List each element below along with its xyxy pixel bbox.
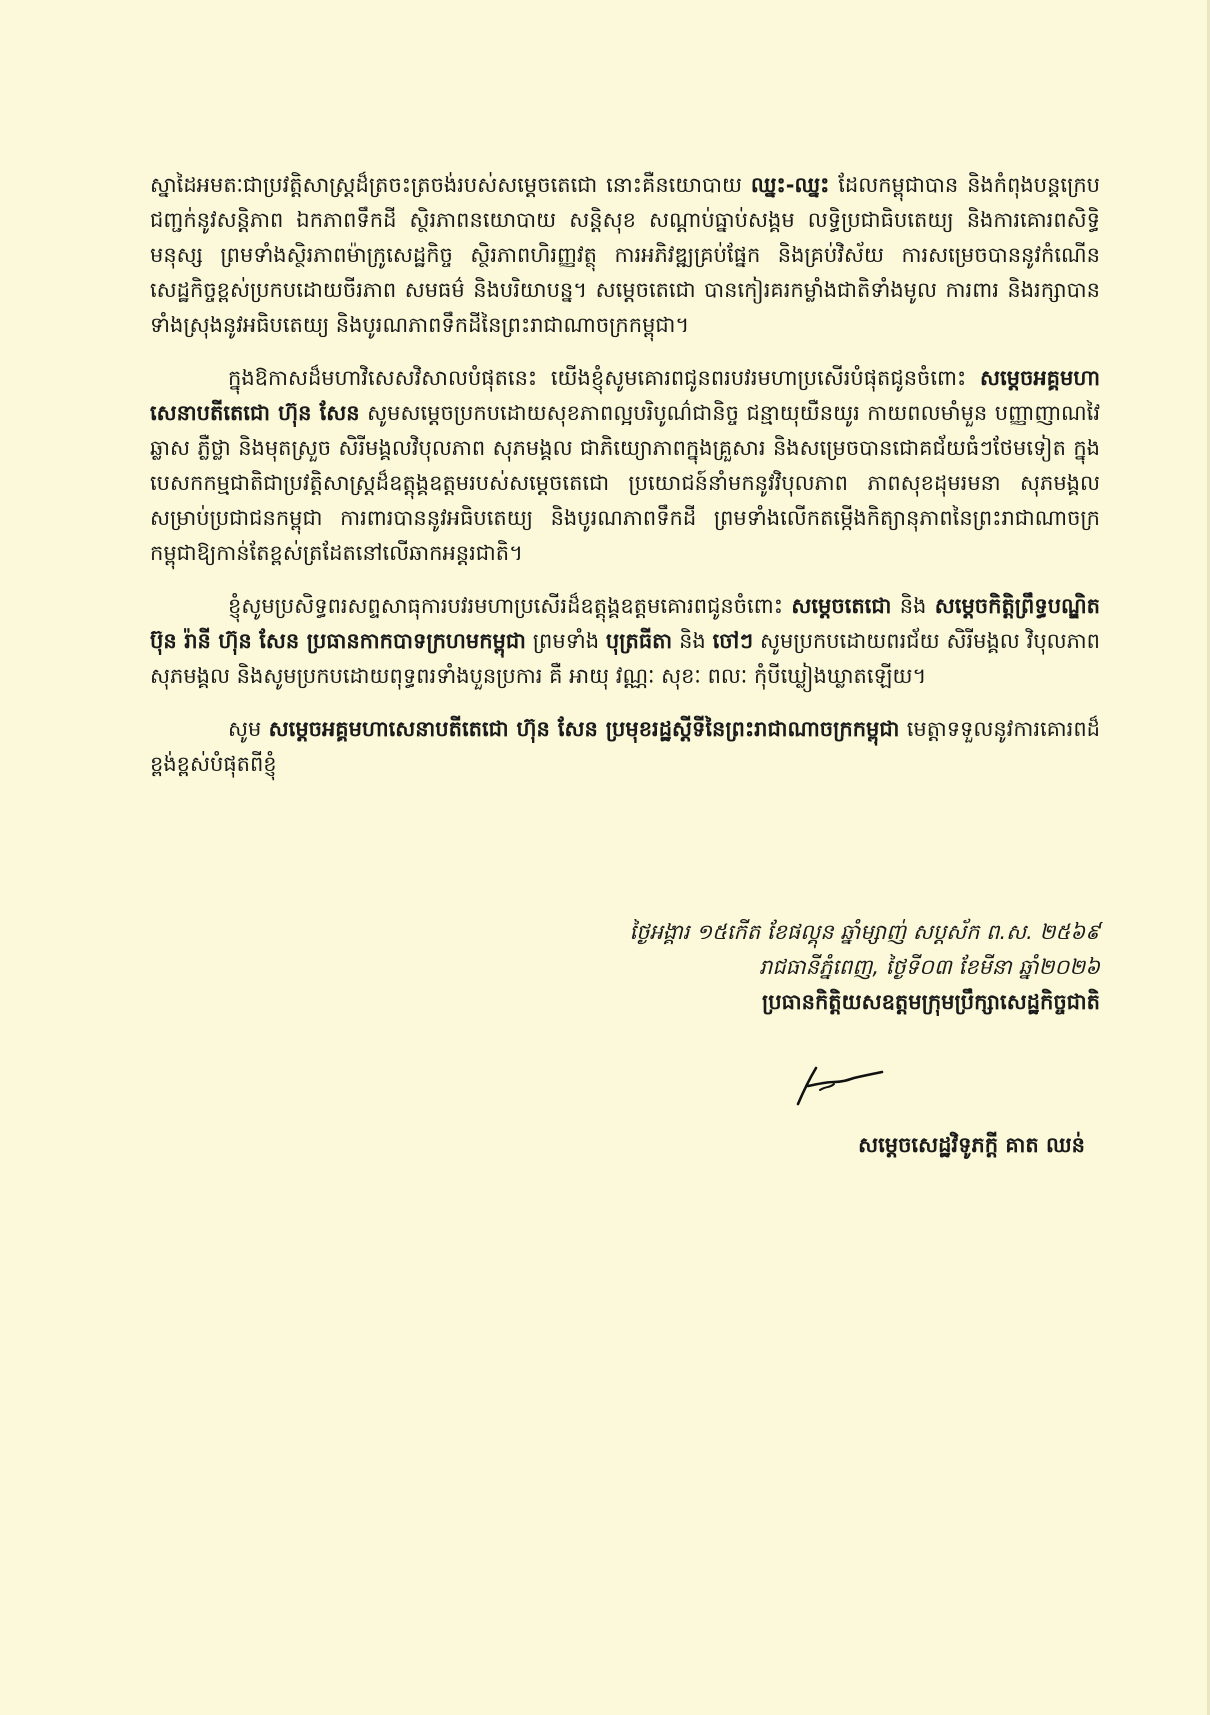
text-span: និង	[891, 594, 935, 618]
text-span: ស្នាដៃអមតៈជាប្រវត្តិសាស្ត្រដ៏ត្រចះត្រចង់របស់សម្តេចតេជោ នោះគឺនយោបាយ	[150, 173, 751, 197]
closing-block	[460, 915, 1100, 1020]
text-span: ក្នុងឱកាសដ៏មហាវិសេសវិសាលបំផុតនេះ យើងខ្ញុំសូមគោរពជូនពរបវរមហាប្រសើរបំផុតជូនចំពោះ	[228, 366, 981, 390]
text-span: សូមប្រកបដោយពរជ័យ សិរីមង្គល វិបុលភាព សុភមង្គល និងសូមប្រកបដោយពុទ្ធពរទាំងបួនប្រការ គឺ អាយុ វណ្ណៈ សុខៈ ពលៈ កុំបីឃ្លៀងឃ្លាតឡើយ។	[150, 629, 1100, 688]
bold-phrase: សម្តេចអគ្គមហាសេនាបតីតេជោ ហ៊ុន សែន ប្រមុខរដ្ឋស្តីទីនៃព្រះរាជាណាចក្រកម្ពុជា	[268, 717, 900, 741]
handwritten-signature	[790, 1060, 890, 1110]
bold-phrase: ឈ្នះ-ឈ្នះ	[750, 173, 830, 197]
bold-phrase: បុត្រធីតា	[605, 629, 673, 653]
bold-phrase: សម្តេចកិត្តិព្រឹទ្ធបណ្ឌិត ប៊ុន រ៉ានី ហ៊ុន សែន ប្រធានកាកបាទក្រហមកម្ពុជា	[150, 594, 1100, 653]
paragraph-2	[150, 361, 1100, 571]
bold-phrase: ចៅៗ	[712, 629, 754, 653]
signer-name: សម្តេចសេដ្ឋវិទូភក្តី គាត ឈន់	[858, 1133, 1085, 1157]
letter-body	[150, 168, 1100, 800]
text-span: មេត្តាទទួលនូវការគោរពដ៏ខ្ពង់ខ្ពស់បំផុតពីខ្ញុំ	[150, 717, 1100, 776]
signer-title: ប្រធានកិត្តិយសឧត្តមក្រុមប្រឹក្សាសេដ្ឋកិច្ចជាតិ	[762, 990, 1100, 1014]
text-span: ដែលកម្ពុជាបាន និងកំពុងបន្តក្រេបជញ្ជក់នូវសន្តិភាព ឯកភាពទឹកដី ស្ថិរភាពនយោបាយ សន្តិសុខ សណ្តាប់ធ្នាប់សង្គម លទ្ធិប្រជាធិបតេយ្យ និងការគោរពសិទ្ធិមនុស្ស ព្រមទាំងស្ថិរភាពម៉ាក្រូសេដ្ឋកិច្ច ស្ថិរភាពហិរញ្ញវត្ថុ ការអភិវឌ្ឍគ្រប់ផ្នែក និងគ្រប់វិស័យ ការសម្រេចបាននូវកំណើនសេដ្ឋកិច្ចខ្ពស់ប្រកបដោយចីរភាព សមធម៌ និងបរិយាបន្ន។ សម្តេចតេជោ បានកៀរគរកម្លាំងជាតិទាំងមូល ការពារ និងរក្សាបានទាំងស្រុងនូវអធិបតេយ្យ និងបូរណភាពទឹកដីនៃព្រះរាជាណាចក្រកម្ពុជា។	[150, 173, 1100, 337]
text-span: ខ្ញុំសូមប្រសិទ្ធពរសព្ទសាធុការបវរមហាប្រសើរដ៏ឧត្តុង្គឧត្តមគោរពជូនចំពោះ	[228, 594, 792, 618]
text-span: និង	[672, 629, 713, 653]
text-span: សូម	[228, 717, 269, 741]
text-span: សូមសម្តេចប្រកបដោយសុខភាពល្អបរិបូណ៌ជានិច្ច ជន្មាយុយឺនយូរ កាយពលមាំមួន បញ្ញាញាណវៃឆ្លាស ភ្លឺថ្លា និងមុតស្រួច សិរីមង្គលវិបុលភាព សុភមង្គល ជាភិយ្យោភាពក្នុងគ្រួសារ និងសម្រេចបានជោគជ័យធំៗថែមទៀត ក្នុងបេសកកម្មជាតិជាប្រវត្តិសាស្ត្រដ៏ឧត្តុង្គឧត្តមរបស់សម្តេចតេជោ ប្រយោជន៍នាំមកនូវវិបុលភាព ភាពសុខដុមរមនា សុភមង្គលសម្រាប់ប្រជាជនកម្ពុជា ការពារបាននូវអធិបតេយ្យ និងបូរណភាពទឹកដី ព្រមទាំងលើកតម្កើងកិត្យានុភាពនៃព្រះរាជាណាចក្រកម្ពុជាឱ្យកាន់តែខ្ពស់ត្រដែតនៅលើឆាកអន្តរជាតិ។	[150, 401, 1100, 565]
bold-phrase: សម្តេចអគ្គមហាសេនាបតីតេជោ ហ៊ុន សែន	[150, 366, 1100, 425]
paragraph-4	[150, 712, 1100, 782]
place-date: រាជធានីភ្នំពេញ, ថ្ងៃទី០៣ ខែមីនា ឆ្នាំ២០២៦	[759, 955, 1100, 979]
lunar-date: ថ្ងៃអង្គារ ១៥កើត ខែផល្គុន ឆ្នាំម្សាញ់ សប្តស័ក ព.ស. ២៥៦៩	[629, 920, 1100, 944]
paragraph-1	[150, 168, 1100, 343]
bold-phrase: សម្តេចតេជោ	[791, 594, 892, 618]
text-span: ព្រមទាំង	[525, 629, 606, 653]
paragraph-3	[150, 589, 1100, 694]
